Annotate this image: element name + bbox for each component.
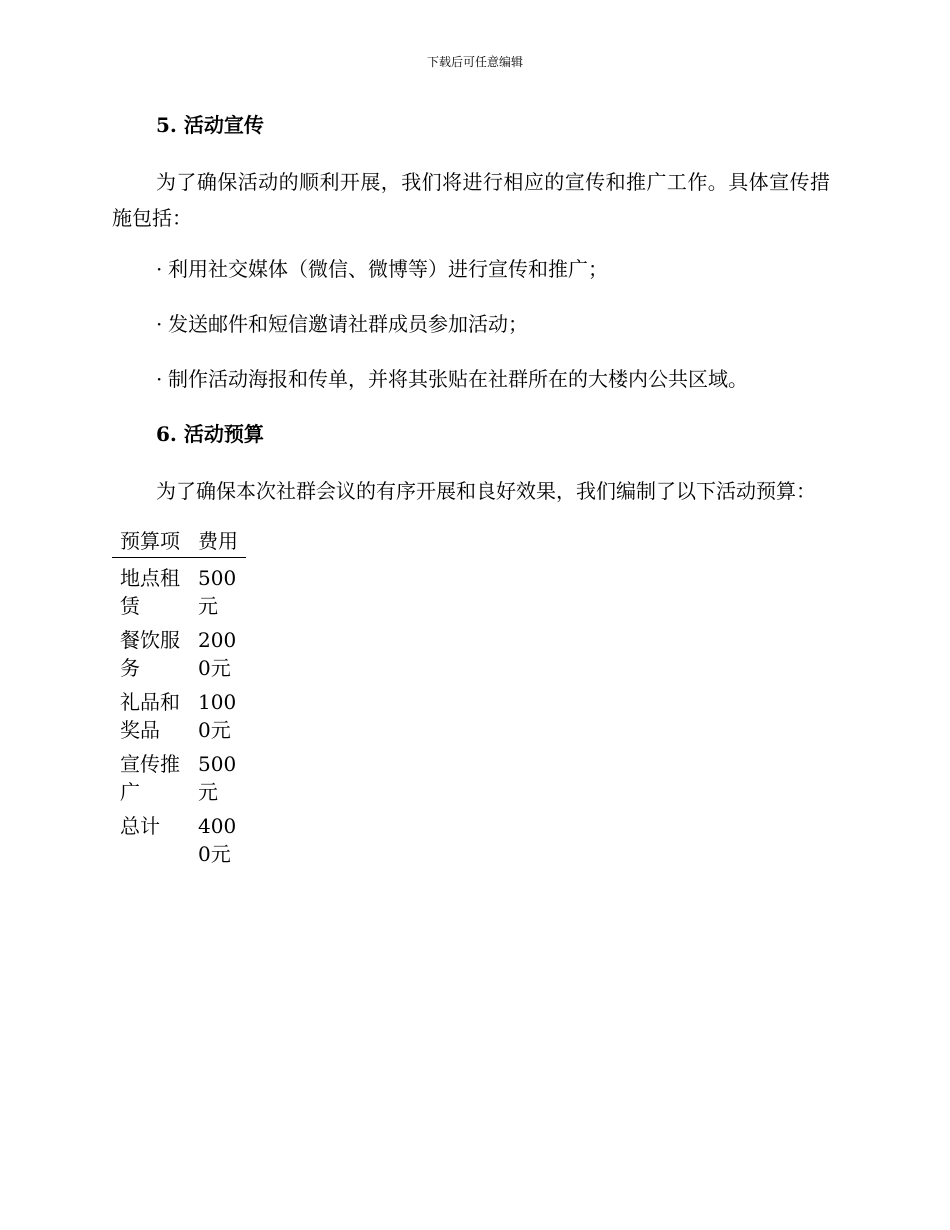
bullet-item [112, 309, 830, 339]
page-header [0, 54, 950, 70]
budget-cost-cell: 2000元 [198, 628, 237, 680]
section-heading-budget: 6. 活动预算 [156, 422, 264, 446]
budget-item-cell: 总计 [120, 814, 160, 838]
bullet-text: 利用社交媒体（微信、微博等）进行宣传和推广； [168, 257, 608, 281]
header-text: 下载后可任意编辑 [426, 55, 523, 69]
budget-item-cell: 宣传推广 [120, 752, 180, 804]
budget-cost-cell: 500元 [198, 566, 237, 618]
bullet-dot: · [156, 367, 163, 391]
bullet-text: 发送邮件和短信邀请社群成员参加活动； [168, 312, 528, 336]
table-header-row [112, 527, 246, 558]
table-row [112, 746, 246, 808]
column-header-item: 预算项 [112, 527, 190, 558]
bullet-text: 制作活动海报和传单，并将其张贴在社群所在的大楼内公共区域。 [168, 367, 748, 391]
budget-cost-cell: 500元 [198, 752, 237, 804]
budget-cost-cell: 4000元 [198, 814, 237, 866]
bullet-item [112, 254, 830, 284]
table-row [112, 684, 246, 746]
budget-intro-paragraph: 为了确保本次社群会议的有序开展和良好效果，我们编制了以下活动预算： [156, 479, 816, 503]
table-row [112, 622, 246, 684]
table-row [112, 558, 246, 623]
budget-item-cell: 餐饮服务 [120, 628, 180, 680]
bullet-dot: · [156, 257, 163, 281]
bullet-dot: · [156, 312, 163, 336]
budget-table [112, 527, 246, 870]
column-header-cost: 费用 [190, 527, 246, 558]
budget-cost-cell: 1000元 [198, 690, 237, 742]
publicity-intro-paragraph: 为了确保活动的顺利开展，我们将进行相应的宣传和推广工作。具体宣传措施包括： [112, 170, 830, 230]
budget-item-cell: 礼品和奖品 [120, 690, 180, 742]
budget-item-cell: 地点租赁 [120, 566, 180, 618]
document-body [112, 110, 830, 870]
bullet-item [112, 364, 830, 394]
section-heading-publicity: 5. 活动宣传 [156, 113, 264, 137]
table-row-total [112, 808, 246, 870]
